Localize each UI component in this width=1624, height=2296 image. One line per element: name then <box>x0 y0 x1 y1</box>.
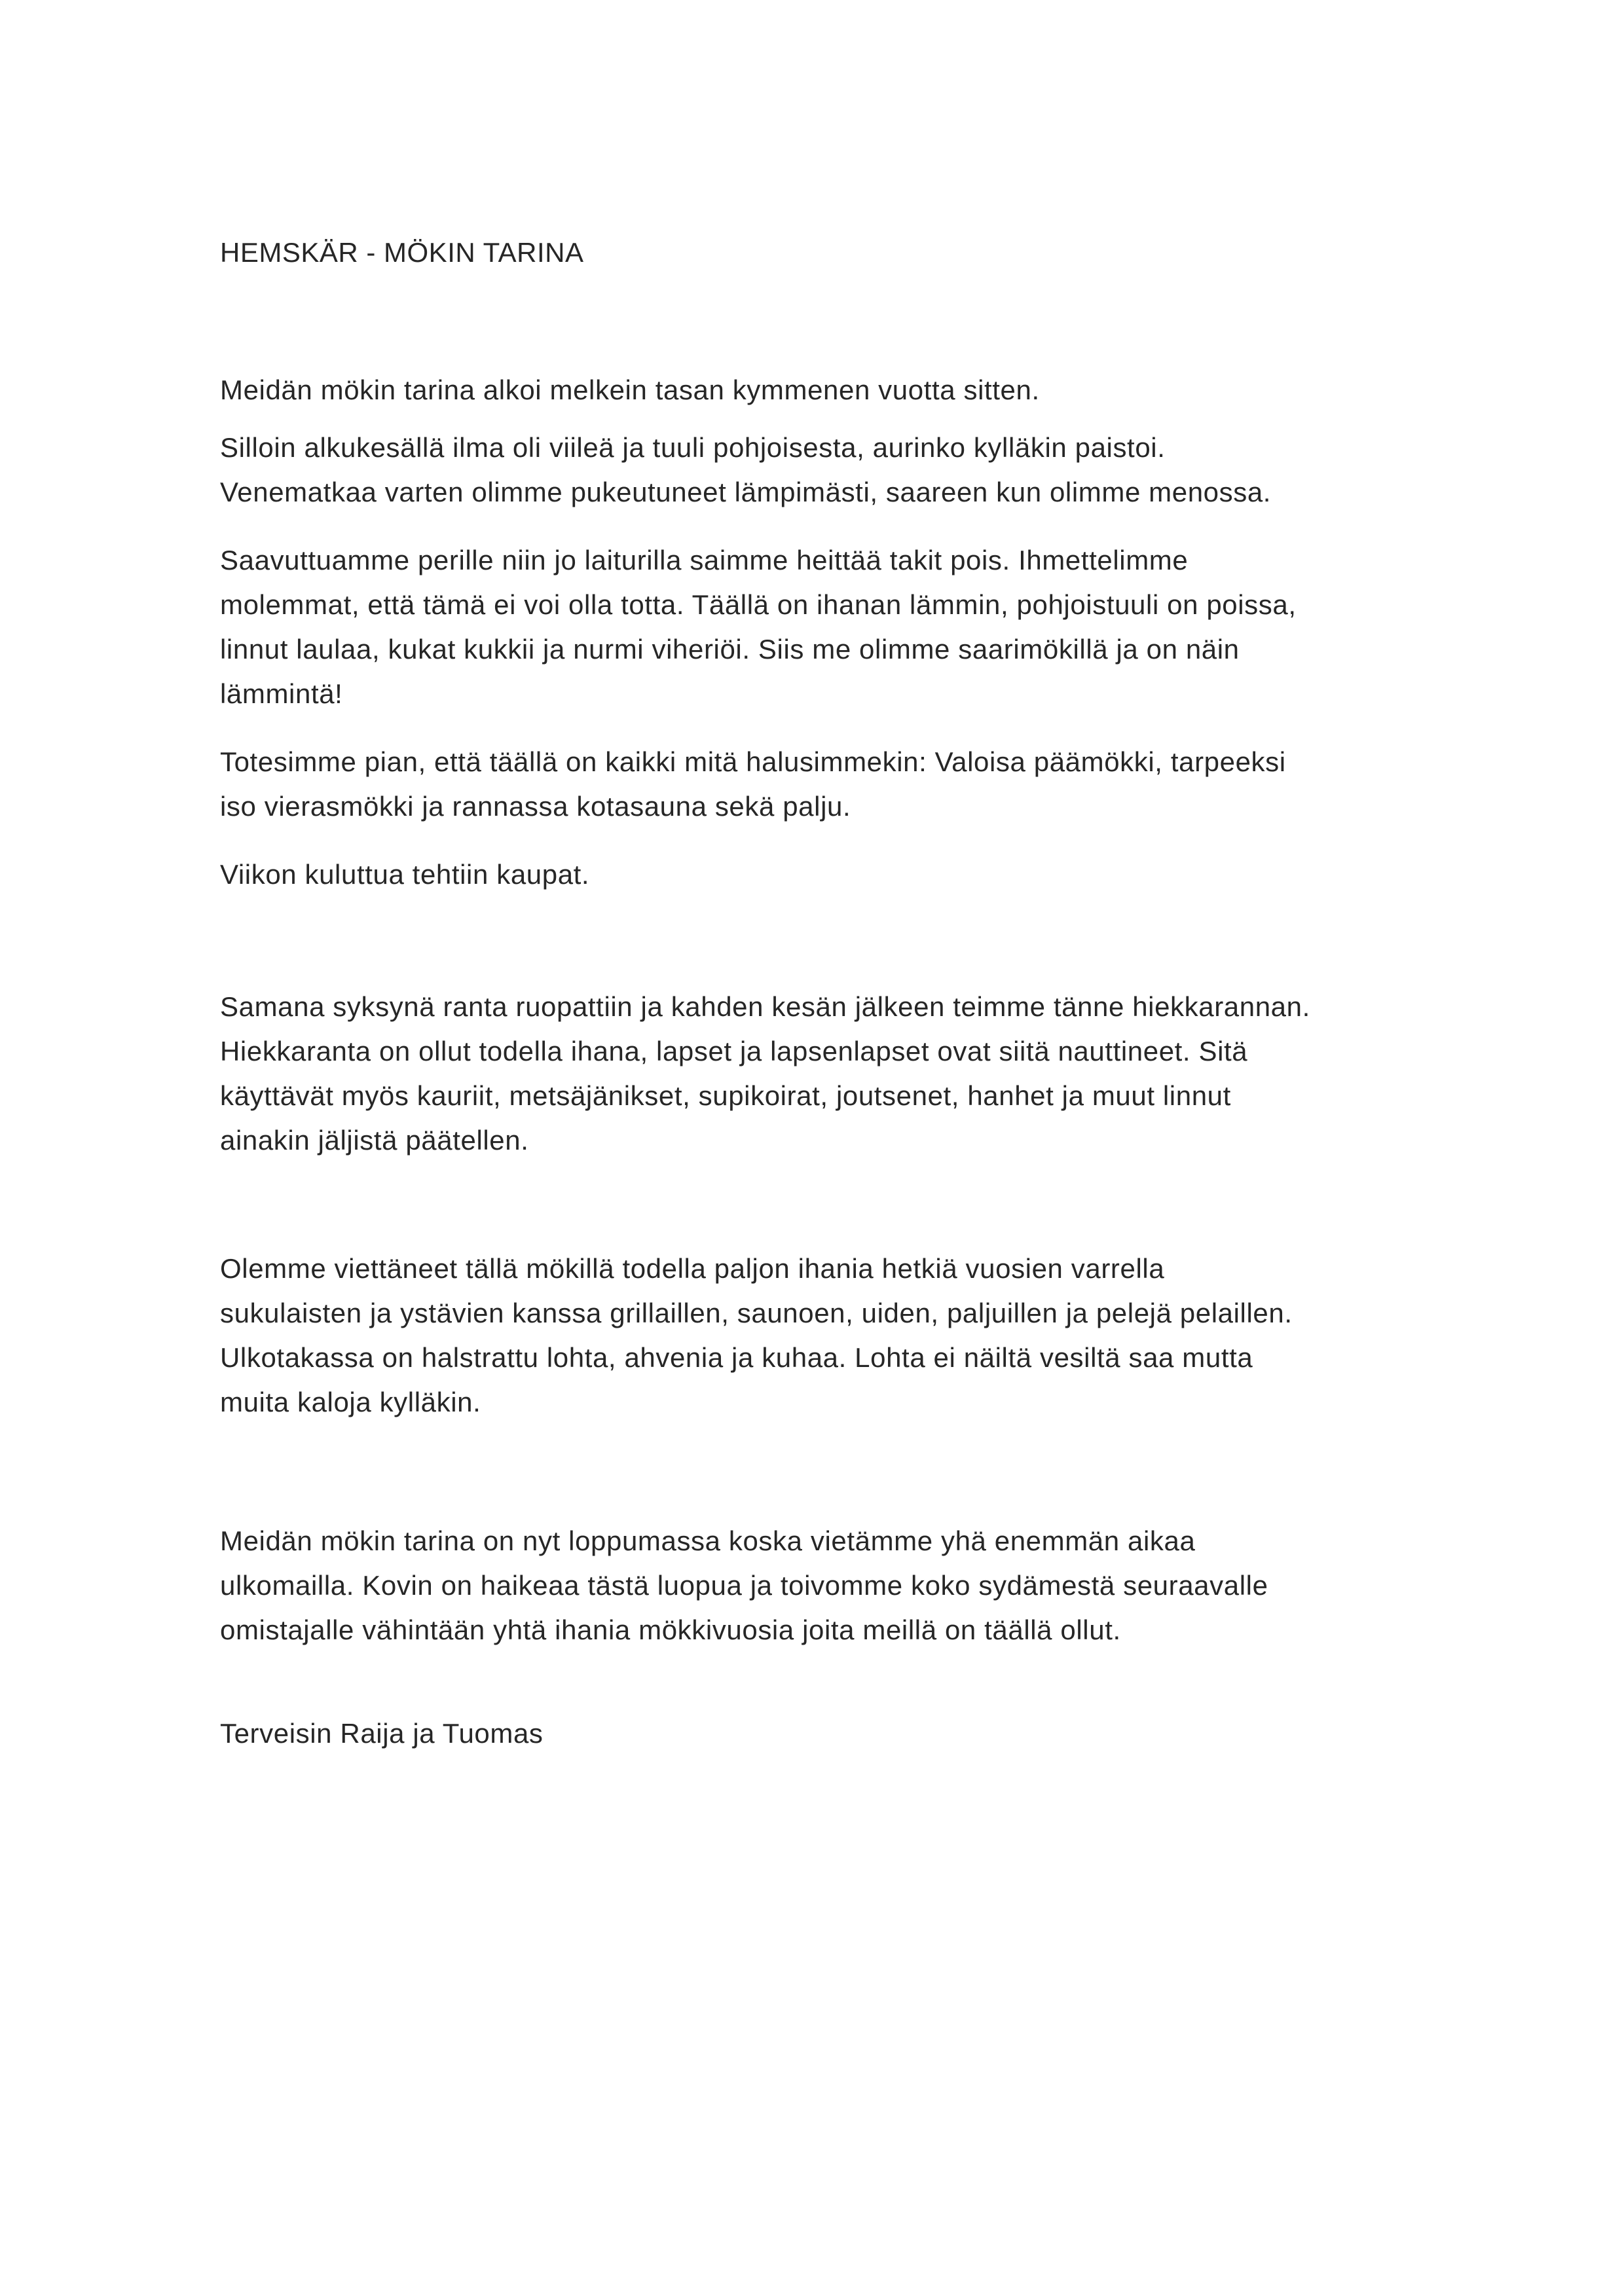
text-line: Venematkaa varten olimme pukeutuneet lämpimästi, saareen kun olimme menossa. <box>220 477 1272 507</box>
text-line: Samana syksynä ranta ruopattiin ja kahden kesän jälkeen teimme tänne hiekkarannan. <box>220 991 1310 1022</box>
text-line: Meidän mökin tarina alkoi melkein tasan kymmenen vuotta sitten. <box>220 374 1040 405</box>
text-line: linnut laulaa, kukat kukkii ja nurmi viheriöi. Siis me olimme saarimökillä ja on näin <box>220 634 1240 665</box>
text-line: Meidän mökin tarina on nyt loppumassa koska vietämme yhä enemmän aikaa <box>220 1525 1196 1556</box>
paragraph-early-summer <box>220 426 1504 515</box>
document-title: HEMSKÄR - MÖKIN TARINA <box>220 237 584 268</box>
paragraph-arrival <box>220 538 1504 716</box>
text-line: käyttävät myös kauriit, metsäjänikset, supikoirat, joutsenet, hanhet ja muut linnut <box>220 1080 1231 1111</box>
text-line: muita kaloja kylläkin. <box>220 1387 481 1417</box>
paragraph-intro <box>220 368 1504 412</box>
paragraph-found-everything <box>220 740 1504 829</box>
signature-line <box>220 1711 1504 1756</box>
text-line: ulkomailla. Kovin on haikeaa tästä luopua ja toivomme koko sydämestä seuraavalle <box>220 1570 1268 1601</box>
paragraph-sand-beach <box>220 985 1504 1163</box>
text-line: ainakin jäljistä päätellen. <box>220 1125 529 1156</box>
text-line: molemmat, että tämä ei voi olla totta. Täällä on ihanan lämmin, pohjoistuuli on poissa, <box>220 589 1297 620</box>
text-line: Saavuttuamme perille niin jo laiturilla saimme heittää takit pois. Ihmettelimme <box>220 545 1189 575</box>
text-line: Viikon kuluttua tehtiin kaupat. <box>220 859 590 890</box>
paragraph-purchase <box>220 852 1504 897</box>
text-line: iso vierasmökki ja rannassa kotasauna sekä palju. <box>220 791 851 822</box>
text-line: Terveisin Raija ja Tuomas <box>220 1718 544 1749</box>
paragraph-moments <box>220 1247 1504 1425</box>
text-line: Totesimme pian, että täällä on kaikki mitä halusimmekin: Valoisa päämökki, tarpeeksi <box>220 746 1286 777</box>
text-line: lämmintä! <box>220 678 343 709</box>
paragraph-ending <box>220 1519 1504 1652</box>
text-line: Ulkotakassa on halstrattu lohta, ahvenia ja kuhaa. Lohta ei näiltä vesiltä saa mutta <box>220 1342 1253 1373</box>
text-line: Hiekkaranta on ollut todella ihana, lapset ja lapsenlapset ovat siitä nauttineet. Sitä <box>220 1036 1248 1066</box>
text-line: Silloin alkukesällä ilma oli viileä ja tuuli pohjoisesta, aurinko kylläkin paistoi. <box>220 432 1166 463</box>
text-line: sukulaisten ja ystävien kanssa grillaillen, saunoen, uiden, paljuillen ja pelejä pelaillen. <box>220 1298 1293 1328</box>
text-line: Olemme viettäneet tällä mökillä todella paljon ihania hetkiä vuosien varrella <box>220 1253 1165 1284</box>
text-line: omistajalle vähintään yhtä ihania mökkivuosia joita meillä on täällä ollut. <box>220 1614 1121 1645</box>
